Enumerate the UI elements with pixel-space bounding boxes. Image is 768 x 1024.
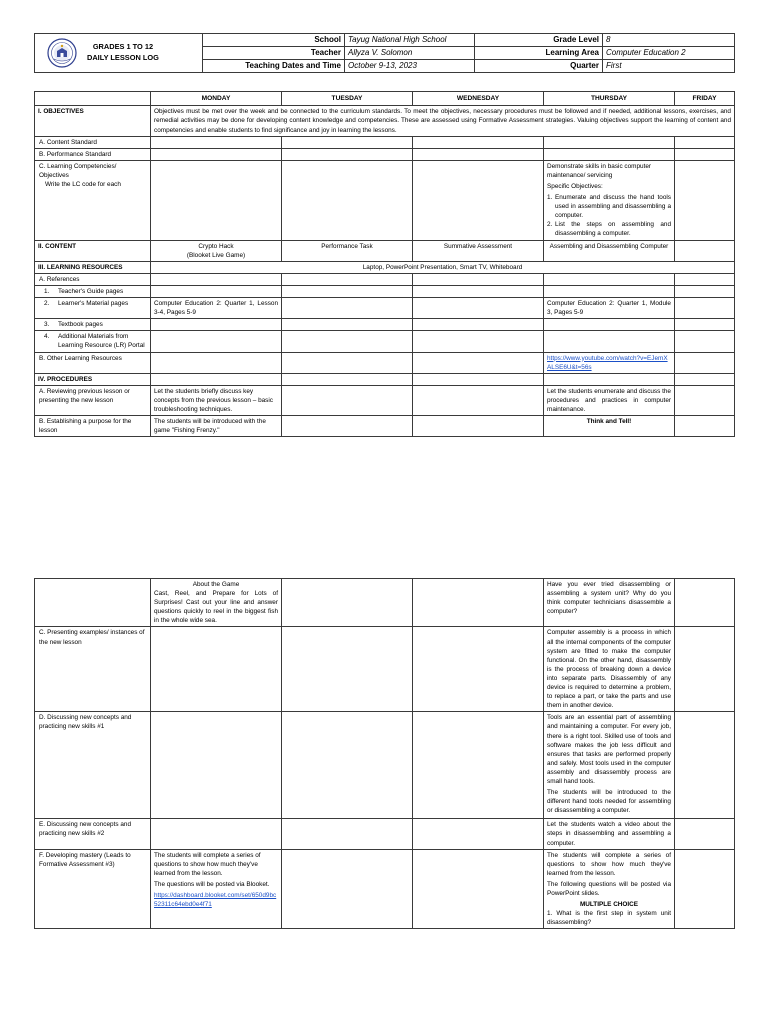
- procedure-a-row: [35, 385, 735, 415]
- school-label: School: [203, 34, 345, 47]
- competencies-label: C. Learning Competencies/ Objectives: [39, 162, 117, 179]
- day-friday: FRIDAY: [675, 92, 735, 106]
- procedure-f-thursday-p2: The following questions will be posted via PowerPoint slides.: [547, 880, 671, 897]
- performance-standard-label: B. Performance Standard: [35, 148, 151, 160]
- procedure-e-label: E. Discussing new concepts and practicing new skills #2: [35, 819, 151, 849]
- header-title-line2: DAILY LESSON LOG: [87, 53, 159, 62]
- header-title-line1: GRADES 1 TO 12: [92, 42, 154, 52]
- content-wednesday: Summative Assessment: [413, 240, 544, 261]
- other-resources-thursday: [544, 352, 675, 373]
- procedure-d-thursday-p1: Tools are an essential part of assembling and maintaining a computer. For every job, there is a right tool. Skilled use of tools and software makes the job less difficult and ensures that tasks are performed properly and safely. Most tools used in the computer assembly and disassembly process are small hand tools.: [547, 714, 671, 785]
- area-value: Computer Education 2: [603, 47, 735, 60]
- deped-seal-icon: [47, 38, 77, 68]
- objective-item-2: 2. List the steps on assembling and disassembling a computer.: [547, 221, 671, 238]
- procedures-row: [35, 373, 735, 385]
- day-tuesday: TUESDAY: [282, 92, 413, 106]
- header-logo-cell: [35, 34, 203, 73]
- header-table: [34, 33, 735, 73]
- performance-standard-row: [35, 148, 735, 160]
- procedure-f-thursday: [544, 849, 675, 929]
- youtube-link[interactable]: https://www.youtube.com/watch?v=EJemXALSE6U&t=56s: [547, 354, 668, 371]
- procedure-f-monday-p2: The questions will be posted via Blooket.: [154, 880, 270, 888]
- procedure-e-row: [35, 819, 735, 849]
- quarter-value: First: [603, 60, 735, 73]
- competencies-label-cell: [35, 160, 151, 240]
- procedure-b-monday: The students will be introduced with the game "Fishing Frenzy.": [151, 416, 282, 437]
- procedure-d-label: D. Discussing new concepts and practicing new skills #1: [35, 712, 151, 819]
- multiple-choice-heading: MULTIPLE CHOICE: [579, 901, 639, 909]
- additional-materials-row: [35, 331, 735, 352]
- lesson-table-page2: [34, 578, 735, 929]
- textbook-row: [35, 319, 735, 331]
- procedure-b-row: [35, 416, 735, 437]
- learners-material-monday: Computer Education 2: Quarter 1, Lesson 3-4, Pages 5-9: [151, 298, 282, 319]
- day-monday: MONDAY: [151, 92, 282, 106]
- procedure-f-thursday-p1: The students will complete a series of questions to show how much they've learned from the lesson.: [547, 851, 671, 877]
- resources-row: [35, 261, 735, 273]
- additional-materials-label: 4. Additional Materials from Learning Resource (LR) Portal: [35, 331, 151, 352]
- procedure-a-label: A. Reviewing previous lesson or presenting the new lesson: [35, 385, 151, 415]
- teachers-guide-row: [35, 285, 735, 297]
- question-1: 1. What is the first step in system unit disassembling?: [547, 910, 671, 927]
- content-label: II. CONTENT: [35, 240, 151, 261]
- day-thursday: THURSDAY: [544, 92, 675, 106]
- content-tuesday: Performance Task: [282, 240, 413, 261]
- procedure-f-monday-p1: The students will complete a series of questions to show how much they've learned from the lesson.: [154, 851, 261, 877]
- grade-label: Grade Level: [475, 34, 603, 47]
- competencies-sub: Write the LC code for each: [45, 181, 121, 189]
- procedure-b-thursday: Think and Tell!: [544, 416, 675, 437]
- textbook-label: 3. Textbook pages: [35, 319, 151, 331]
- references-label: A. References: [35, 273, 151, 285]
- procedure-b-continued-row: [35, 579, 735, 627]
- learners-material-row: [35, 298, 735, 319]
- day-header-row: [35, 92, 735, 106]
- competencies-thursday: [544, 160, 675, 240]
- other-resources-label: B. Other Learning Resources: [35, 352, 151, 373]
- procedure-d-thursday: [544, 712, 675, 819]
- competencies-row: [35, 160, 735, 240]
- day-wednesday: WEDNESDAY: [413, 92, 544, 106]
- lesson-table-page1: [34, 91, 735, 437]
- blooket-link[interactable]: https://dashboard.blooket.com/set/650d9bc52311c64ebd0e4f71: [154, 892, 277, 909]
- grade-value: 8: [603, 34, 735, 47]
- procedure-c-label: C. Presenting examples/ instances of the new lesson: [35, 627, 151, 712]
- about-game-title: About the Game: [192, 581, 240, 588]
- day-header-blank: [35, 92, 151, 106]
- content-standard-row: [35, 136, 735, 148]
- quarter-label: Quarter: [475, 60, 603, 73]
- content-standard-label: A. Content Standard: [35, 136, 151, 148]
- teacher-value: Allyza V. Solomon: [345, 47, 475, 60]
- content-monday: Crypto Hack (Blooket Live Game): [151, 240, 282, 261]
- about-game-cell: [151, 579, 282, 627]
- procedures-label: IV. PROCEDURES: [35, 373, 151, 385]
- about-game-text: Cast, Reel, and Prepare for Lots of Surprises! Cast out your line and answer questions quickly to reel in the biggest fish in the whole wide sea.: [154, 590, 278, 625]
- references-row: [35, 273, 735, 285]
- procedure-f-label: F. Developing mastery (Leads to Formative Assessment #3): [35, 849, 151, 929]
- procedure-c-row: [35, 627, 735, 712]
- competencies-thursday-intro: Demonstrate skills in basic computer maintenance/ servicing: [547, 162, 652, 179]
- think-tell-question: Have you ever tried disassembling or assembling a system unit? Why do you think computer technicians disassemble a computer?: [544, 579, 675, 627]
- procedure-e-thursday: Let the students watch a video about the steps in disassembling and assembling a computer.: [544, 819, 675, 849]
- dates-value: October 9-13, 2023: [345, 60, 475, 73]
- teacher-label: Teacher: [203, 47, 345, 60]
- procedure-f-row: [35, 849, 735, 929]
- other-resources-row: [35, 352, 735, 373]
- procedure-d-thursday-p2: The students will be introduced to the different hand tools needed for assembling or disassembling a computer.: [547, 789, 671, 815]
- objective-item-1: 1. Enumerate and discuss the hand tools used in assembling and disassembling a computer.: [547, 194, 671, 220]
- learners-material-label: 2. Learner's Material pages: [35, 298, 151, 319]
- procedure-d-row: [35, 712, 735, 819]
- objectives-row: [35, 106, 735, 136]
- procedure-c-thursday: Computer assembly is a process in which all the internal components of the computer system are fitted to make the computer functional. On the other hand, disassembly is the process of breaking down a device into separate parts. Disassembly of any device is required to determine a problem, to replace a part, or take the parts and use them in another device.: [544, 627, 675, 712]
- teachers-guide-label: 1. Teacher's Guide pages: [35, 285, 151, 297]
- content-row: [35, 240, 735, 261]
- resources-common: Laptop, PowerPoint Presentation, Smart TV, Whiteboard: [151, 261, 735, 273]
- procedure-b-label: B. Establishing a purpose for the lesson: [35, 416, 151, 437]
- objectives-text: Objectives must be met over the week and be connected to the curriculum standards. To meet the objectives, necessary procedures must be followed and if needed, additional lessons, exercises, and remedial activities may be done for developing content knowledge and competencies. These are assessed using Formative Assessment strategies. Valuing objectives support the learning of content and competencies and enable students to find significance and joy in learning the lessons.: [151, 106, 735, 136]
- objectives-label: I. OBJECTIVES: [35, 106, 151, 136]
- content-thursday: Assembling and Disassembling Computer: [544, 240, 675, 261]
- resources-label: III. LEARNING RESOURCES: [35, 261, 151, 273]
- competencies-thursday-specific: Specific Objectives:: [547, 183, 603, 191]
- area-label: Learning Area: [475, 47, 603, 60]
- learners-material-thursday: Computer Education 2: Quarter 1, Module 3, Pages 5-9: [544, 298, 675, 319]
- dates-label: Teaching Dates and Time: [203, 60, 345, 73]
- school-value: Tayug National High School: [345, 34, 475, 47]
- procedure-a-monday: Let the students briefly discuss key concepts from the previous lesson – basic troubleshooting techniques.: [151, 385, 282, 415]
- procedure-f-monday: [151, 849, 282, 929]
- procedure-a-thursday: Let the students enumerate and discuss the procedures and practices in computer maintenance.: [544, 385, 675, 415]
